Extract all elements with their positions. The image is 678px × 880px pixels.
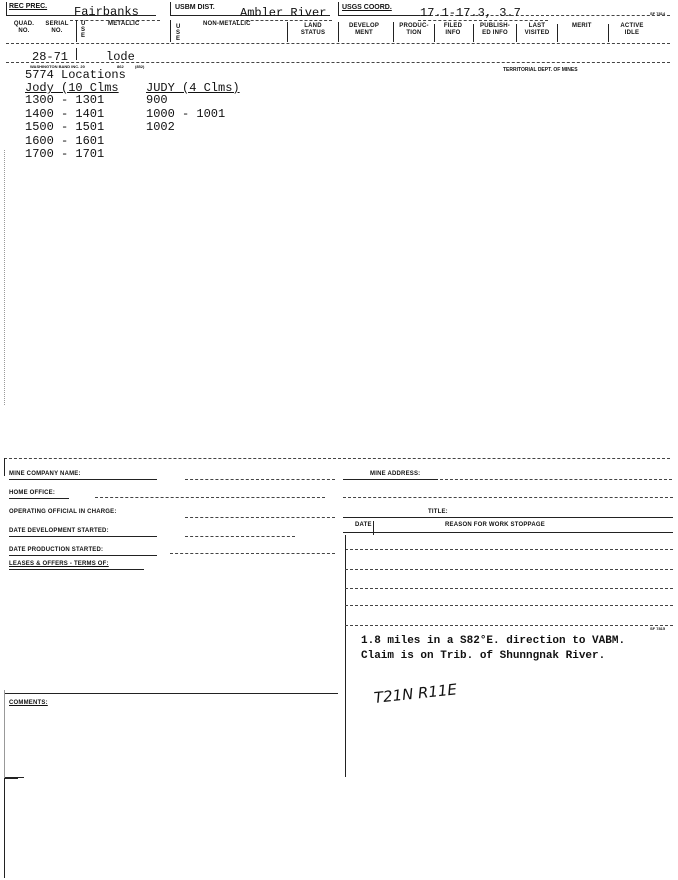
mine-address-label: MINE ADDRESS: [370,471,421,477]
home-office-label: HOME OFFICE: [9,490,56,496]
list-item: 1500 - 1501 [25,120,105,134]
jody-heading: Jody (10 Clms [25,81,119,95]
mine-company-label: MINE COMPANY NAME: [9,471,81,477]
judy-heading: JUDY (4 Clms) [146,81,240,95]
land-status-label: LAND STATUS [300,23,326,36]
operating-official-label: OPERATING OFFICIAL IN CHARGE: [9,509,117,515]
list-item: 1600 - 1601 [25,133,105,148]
list-item: 1002 [146,120,175,134]
form-number-bottom: SF 7815 [650,626,666,631]
quad-no-label: QUAD. NO. [13,21,35,34]
note-line1: 1.8 miles in a S82°E. direction to VABM. [361,635,626,647]
filed-info-label: FILED INFO [443,23,463,36]
production-label: PRODUC- TION [399,23,429,36]
use2-label: U S E [176,24,181,42]
list-item: 1400 - 1401 [25,106,105,121]
quad-value: 28-71 [32,50,69,64]
usgs-coord-value: 17.1-17.3, 3.7 [420,6,521,20]
last-visited-label: LAST VISITED [524,23,550,36]
locations-title: 5774 Locations [25,68,126,82]
bottom-tick [4,778,18,779]
metallic-value: lode [106,50,135,64]
jody-list [25,94,104,162]
rec-prec-label: REC PREC. [9,3,48,10]
title-label: TITLE: [428,509,448,515]
usbm-dist-value: Ambler River [240,6,327,20]
usbm-dist-label: USBM DIST. [175,4,215,11]
list-item: 1300 - 1301 [25,93,105,107]
note-line2: Claim is on Trib. of Shunngnak River. [361,650,606,662]
margin-line-upper [4,150,5,405]
margin-line-bottom [4,778,5,878]
printer-line: WASHINGTON BAND INC. 20 [30,64,85,69]
list-item: 900 [146,93,168,107]
printer-code-b: (852) [135,64,145,69]
nonmetallic-label: NON-METALLIC [203,21,251,27]
list-item: 1000 - 1001 [146,106,226,121]
metallic-label: METALLIC [108,21,140,27]
printer-code-a: 862 [117,64,124,69]
comments-label: COMMENTS: [9,700,48,706]
published-info-label: PUBLISH- ED INFO [480,23,510,36]
locations-section [0,66,678,166]
form-number-top: SF 7814 [650,11,666,16]
merit-label: MERIT [572,23,592,29]
active-idle-label: ACTIVE IDLE [620,23,644,36]
list-item: 1700 - 1701 [25,147,105,161]
serial-no-label: SERIAL NO. [45,21,69,34]
development-label: DEVELOP MENT [348,23,380,36]
handwritten-township: T21N R11E [373,680,458,707]
date-production-label: DATE PRODUCTION STARTED: [9,547,104,553]
lower-form [0,455,678,785]
reason-label: REASON FOR WORK STOPPAGE [445,522,545,528]
leases-label: LEASES & OFFERS - TERMS OF: [9,561,109,567]
date-development-label: DATE DEVELOPMENT STARTED: [9,528,109,534]
usgs-coord-label: USGS COORD. [342,4,392,11]
date-label: DATE [355,522,372,528]
judy-list [146,94,225,135]
rec-prec-value: Fairbanks [74,5,139,19]
territorial-label: TERRITORIAL DEPT. OF MINES [503,67,578,73]
margin-line-lower [4,690,5,780]
use-label: U S E [81,21,86,39]
